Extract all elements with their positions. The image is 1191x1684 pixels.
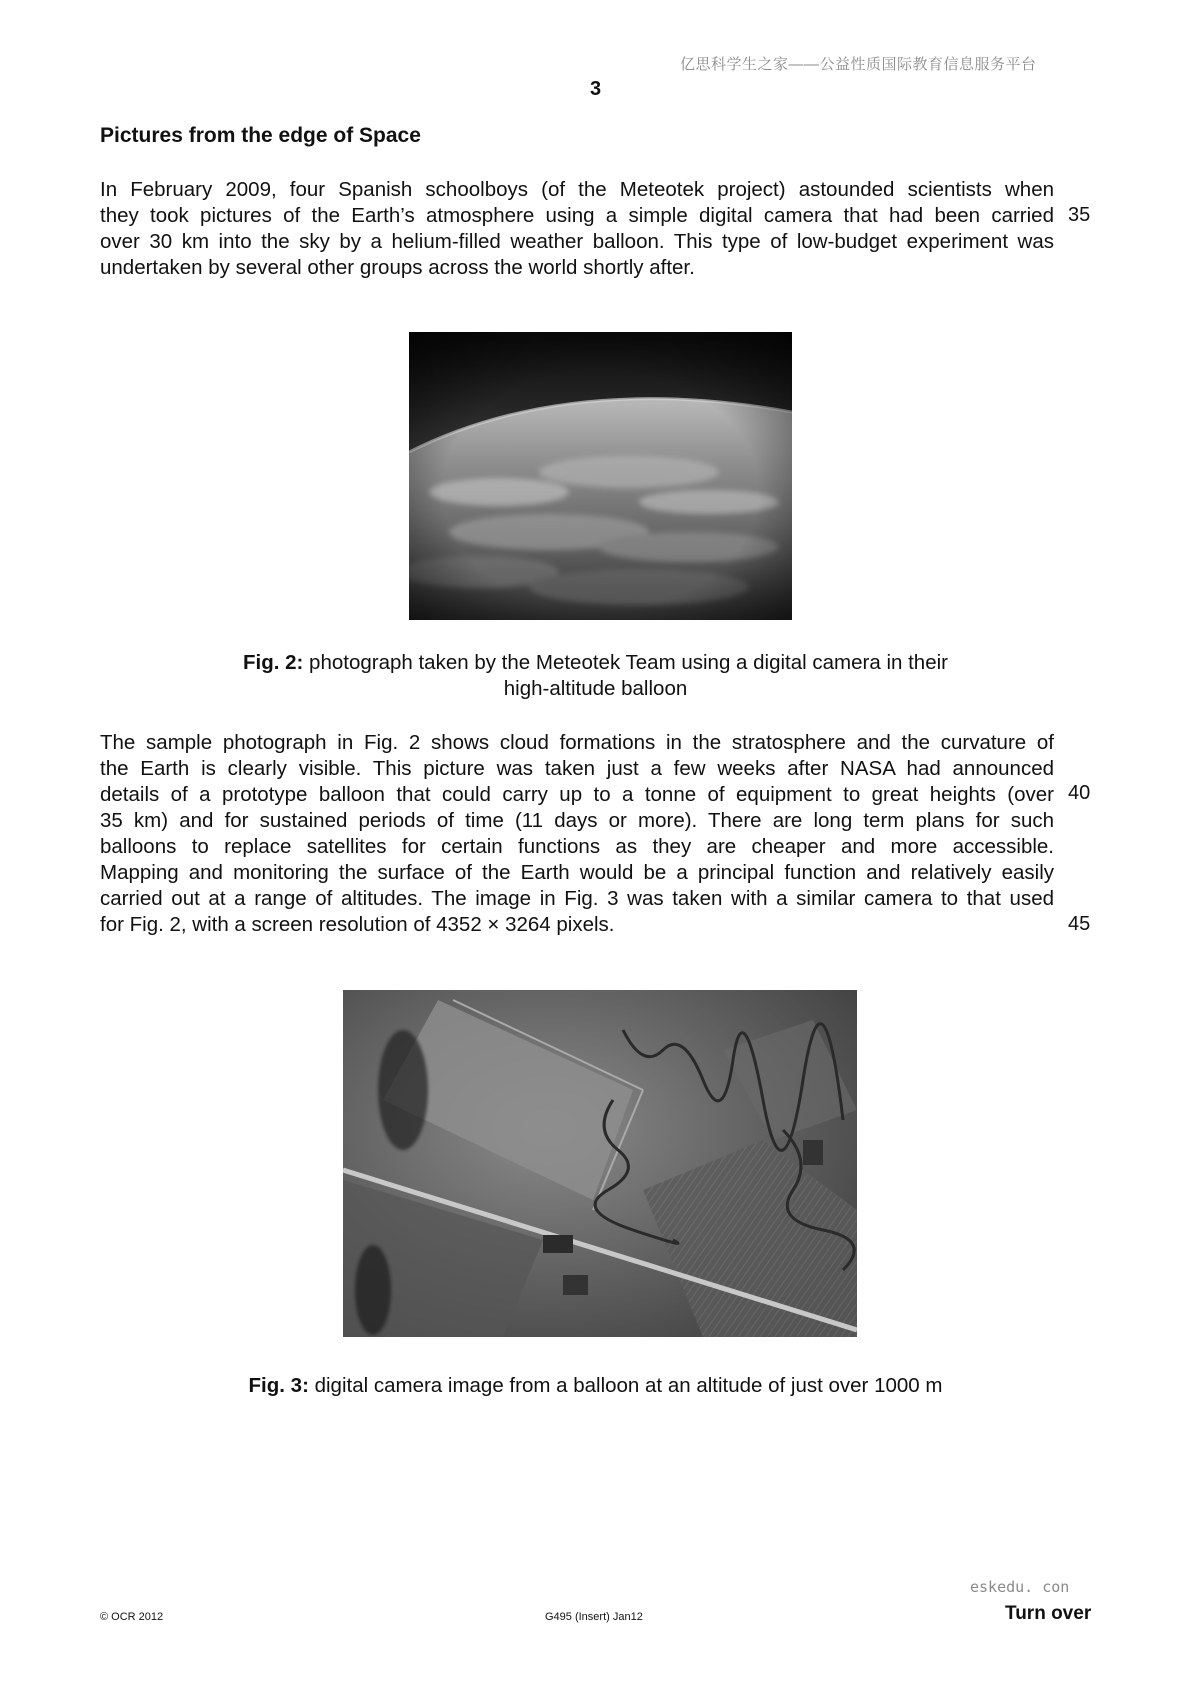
figure-2-caption-line1: photograph taken by the Meteotek Team using a digital camera in their — [303, 651, 948, 674]
line-number-40: 40 — [1068, 782, 1091, 804]
aerial-photo — [343, 990, 857, 1337]
paragraph-line: carried out at a range of altitudes. The image in Fig. 3 was taken with a similar camera to that used — [100, 887, 1054, 910]
figure-3-label: Fig. 3: — [248, 1374, 309, 1397]
figure-3-photo — [343, 990, 857, 1337]
paragraph-1 — [100, 177, 1054, 281]
paragraph-2 — [100, 730, 1054, 938]
paragraph-line: details of a prototype balloon that could carry up to a tonne of equipment to great heights (over — [100, 783, 1054, 806]
paragraph-line: In February 2009, four Spanish schoolboys (of the Meteotek project) astounded scientists when — [100, 178, 1054, 201]
paragraph-line: for Fig. 2, with a screen resolution of 4352 × 3264 pixels. — [100, 913, 615, 936]
footer-turn-over: Turn over — [1005, 1603, 1092, 1624]
paragraph-line: 35 km) and for sustained periods of time (11 days or more). There are long term plans for such — [100, 809, 1054, 832]
footer-code: G495 (Insert) Jan12 — [545, 1611, 643, 1623]
page-number: 3 — [589, 78, 602, 100]
paragraph-line: undertaken by several other groups across the world shortly after. — [100, 256, 695, 279]
line-number-45: 45 — [1068, 913, 1091, 935]
figure-2-photo — [409, 332, 792, 620]
line-number-35: 35 — [1068, 204, 1091, 226]
figure-3-caption — [0, 1373, 1191, 1399]
stratosphere-photo — [409, 332, 792, 620]
header-watermark: 亿思科学生之家——公益性质国际教育信息服务平台 — [680, 56, 1037, 73]
footer-watermark: eskedu. con — [970, 1578, 1070, 1596]
paragraph-line: Mapping and monitoring the surface of the Earth would be a principal function and relatively easily — [100, 861, 1054, 884]
figure-2-caption-line2: high-altitude balloon — [503, 677, 688, 700]
paragraph-line: the Earth is clearly visible. This picture was taken just a few weeks after NASA had announced — [100, 757, 1054, 780]
section-title: Pictures from the edge of Space — [100, 124, 421, 147]
figure-2-label: Fig. 2: — [243, 651, 304, 674]
figure-2-caption — [0, 650, 1191, 702]
paragraph-line: The sample photograph in Fig. 2 shows cloud formations in the stratosphere and the curvature of — [100, 731, 1054, 754]
paragraph-line: they took pictures of the Earth’s atmosphere using a simple digital camera that had been carried — [100, 204, 1054, 227]
figure-3-caption-text: digital camera image from a balloon at an altitude of just over 1000 m — [308, 1374, 943, 1397]
paragraph-line: over 30 km into the sky by a helium-filled weather balloon. This type of low-budget experiment was — [100, 230, 1054, 253]
paragraph-line: balloons to replace satellites for certain functions as they are cheaper and more accessible. — [100, 835, 1054, 858]
footer-copyright: © OCR 2012 — [100, 1611, 164, 1623]
